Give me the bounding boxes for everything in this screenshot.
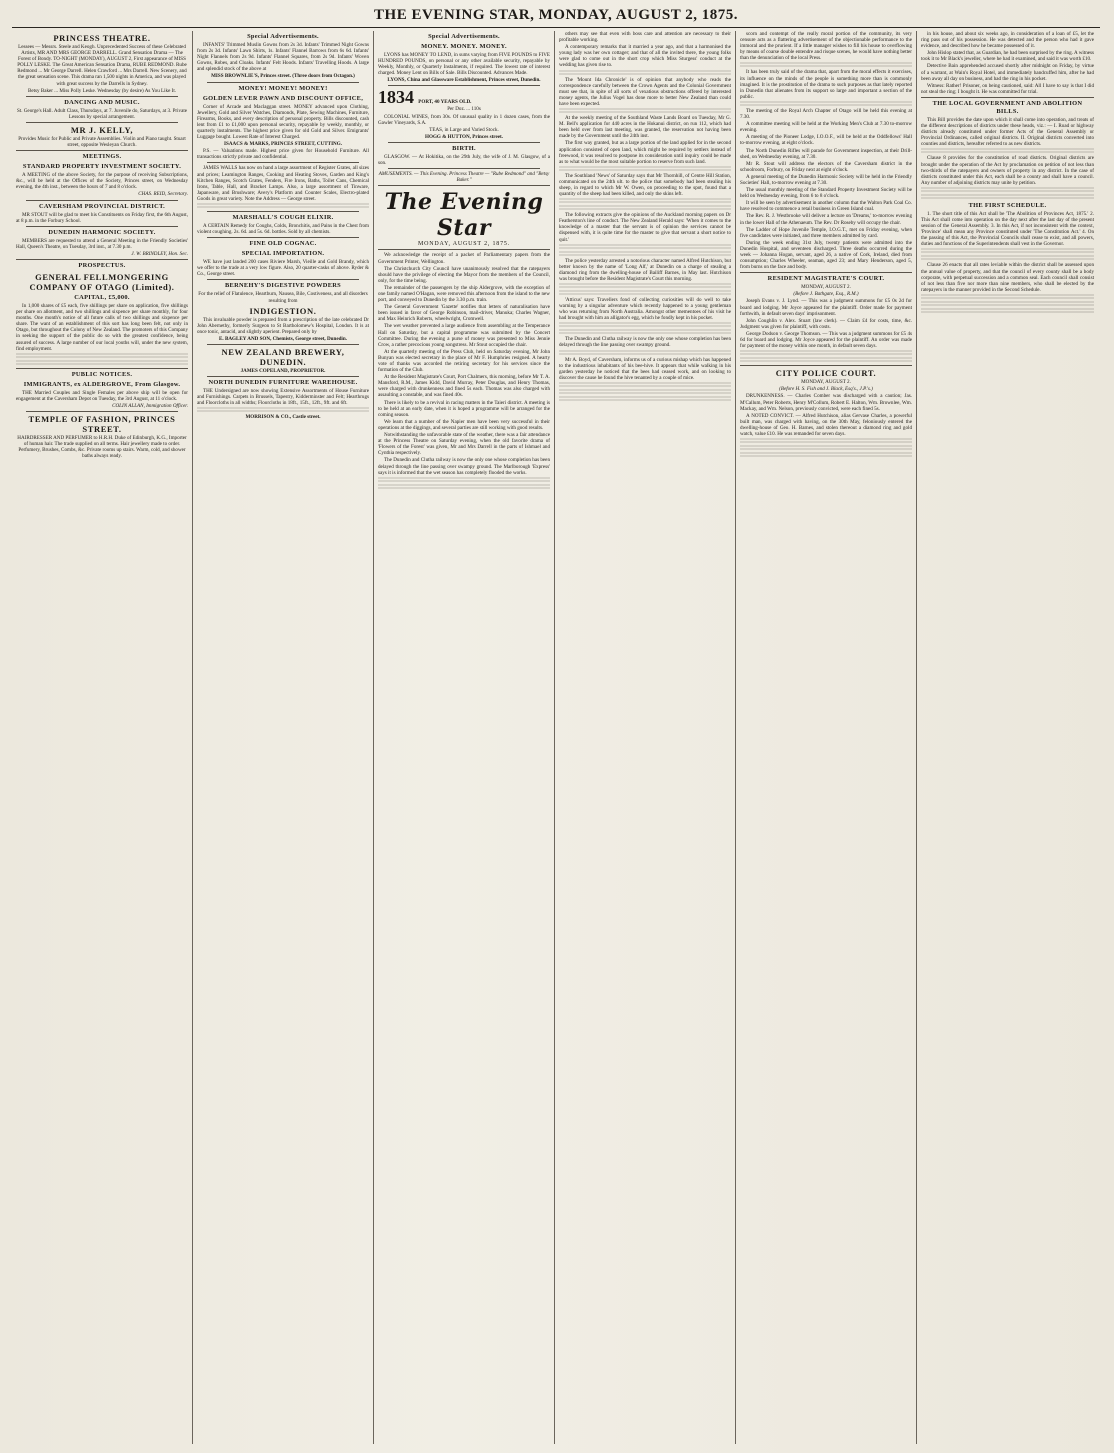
editorial-paragraph: At the Resident Magistrate's Court, Port Chalmers, this morning, before Mr T. A. Mansford, R.M., James Kidd, David Murray, Peter Douglas, and Henry Thomas, were charged with drunkenness and fined 5s each. Thomas was also charged with assaulting a constable, and was fined 40s. <box>378 374 550 399</box>
divider <box>207 237 359 238</box>
teas-line: TEAS, in Large and Varied Stock. <box>429 126 499 133</box>
divider <box>388 142 540 143</box>
text-block <box>559 329 731 335</box>
public-notices-heading: PUBLIC NOTICES. <box>71 370 133 378</box>
divider <box>207 279 359 280</box>
editorial-paragraph: The General Government 'Gazette' notifies that letters of naturalisation have been issued in favor of George Robinson, mail-driver, Manuka; Charles Wagner, and Max Heinrich Roberts, wheelwright, Cromwell. <box>378 304 550 323</box>
golden-lever-ps: P.S. — Valuations made. Highest price given for Household Furniture. All transactions strictly private and confidential. <box>197 148 369 161</box>
lyons-body: LYONS has MONEY TO LEND, in sums varying from FIVE POUNDS to FIVE HUNDRED POUNDS, on personal or any other available security, repayable by Weekly, Monthly, or Quarterly Instalments, if required. The lowest rate of interest charged. Money Lent on Bills of Sale. Bills Discounted. Advances Made. <box>378 52 550 77</box>
court-case: Joseph Evans v. J. Lynd. — This was a judgment summons for £5 0s 2d for board and lodging. Mr Joyce appeared for the plaintiff. Order made for payment forthwith, in default seven days' imprisonment. <box>740 298 912 317</box>
text-block <box>559 70 731 76</box>
amusements-line: AMUSEMENTS. — This Evening. Princess Theatre — "Rube Redmond" and "Betsy Baker." <box>378 171 550 184</box>
text-block <box>197 203 369 209</box>
text-block <box>559 389 731 395</box>
divider <box>207 211 359 212</box>
news-paragraph: The North Dunedin Rifles will parade for Government inspection, at their Drill-shed, on Wednesday evening, at 7.30. <box>740 147 912 160</box>
money-ad-heading: MONEY! MONEY! MONEY! <box>238 84 328 92</box>
immigrants-heading: IMMIGRANTS, ex ALDERGROVE, From Glasgow. <box>23 380 181 388</box>
text-block <box>559 290 731 296</box>
text-block <box>921 294 1094 300</box>
port-wine-ad <box>378 88 550 106</box>
divider <box>16 368 188 369</box>
brewery-proprietor: JAMES COPELAND, PROPRIETOR. <box>240 368 326 374</box>
indigestion-heading: INDIGESTION. <box>249 305 317 316</box>
divider <box>207 82 359 83</box>
immigrants-body: THE Married Couples and Single Females per above ship will be open for engagement at the Caversham Depot on Tuesday, the 3rd August, at 11 o'clock. <box>16 389 188 402</box>
editorial-paragraph: We learn that a number of the Napier men have been very successful in their operations at the diggings, and several parties are still working with good results. <box>378 418 550 431</box>
divider <box>740 365 912 366</box>
cognac-body: WE have just landed 200 cases Riviere Marsh, Vieille and Gold Brandy, which we offer to the trade at a very low figure. Also, 20 quarter-casks of above. Ryder & Co., George street. <box>197 259 369 278</box>
divider <box>378 249 550 250</box>
news-paragraph: others may see that even with boss care and attention are necessary to their profitable working. <box>559 31 731 44</box>
news-paragraph: It has been truly said of the drama that, apart from the moral effects it exercises, its influence on the minds of the people is something more than is commonly imagined. It is the prostitution of the drama to such purposes as that lately reported in Dunedin that alienates from its support so large and important a section of the public. <box>740 69 912 100</box>
local-government-more: Clause 26 enacts that all rates leviable within the district shall be assessed upon the annual value of property, and that the council of every county shall be a body corporate, with perpetual succession and a common seal. Each council shall consist of not less than five nor more than nine members, who shall be elected by the ratepayers in the manner provided in the Second Schedule. <box>921 262 1094 293</box>
digestive-powders-body: For the relief of Flatulence, Heartburn, Nausea, Bile, Costiveness, and all disorders resulting from <box>198 291 368 304</box>
news-paragraph: John Hislop stated that, as Guardian, he had been surprised by the ring. A witness took it to Mr Black's jeweller, where he had it examined, and said it was worth £10. <box>921 50 1094 63</box>
schedule-list: 1. The short title of this Act shall be 'The Abolition of Provinces Act, 1875.' 2. This Act shall come into operation on the day next after the last day of the present session of the General Assembly. 3. In this Act, if not inconsistent with the context, 'Province' shall mean any Province constituted under 'The Constitution Act.' 4. On the passing of this Act, the Provincial Councils shall cease to exist, and all powers, duties and functions of the Superintendents shall vest in the Governor. <box>921 210 1094 248</box>
news-paragraph: The Dunedin and Clutha railway is now the only one whose completion has been delayed through the line passing over swampy ground. <box>559 336 731 349</box>
text-block <box>559 283 731 289</box>
cough-elixir-body: A CERTAIN Remedy for Coughs, Colds, Bronchitis, and Pains in the Chest from violent coughing. 2s. 6d. and 5s. 6d. bottles. Sold by all chemists. <box>197 222 369 236</box>
news-paragraph: Mr R. Stout will address the electors of the Caversham district in the schoolroom, Forbury, on Friday next at eight o'clock. <box>740 160 912 173</box>
meetings-heading: MEETINGS. <box>82 153 122 161</box>
news-paragraph: The following extracts give the opinions of the Auckland morning papers on Dr Featherston's line of conduct. The New Zealand Herald says: 'When it comes to the knowledge of a master that the servant is of opinion the services cannot be dispensed with, it is quite time for the master to give that servant a short notice to quit.' <box>559 212 731 243</box>
text-block <box>559 396 731 402</box>
text-block <box>559 108 731 114</box>
meeting-3-heading: DUNEDIN HARMONIC SOCIETY. <box>48 228 156 236</box>
news-paragraph: At the weekly meeting of the Southland Waste Lands Board on Tuesday, Mr G. M. Bell's application for 440 acres in the Hokanui district, on run 112, which had been held over from last meeting, was granted, the reservation not having been made by the Government until the 24th inst. <box>559 115 731 140</box>
text-block <box>559 244 731 250</box>
column-4 <box>555 31 736 1444</box>
court-case: George Dodson v. George Thomson. — This was a judgment summons for £5 4s 6d for board and lodging. Mr Joyce appeared for the plaintiff. An order was made for payment of the money within one month, in default seven days. <box>740 330 912 350</box>
prospectus-heading: PROSPECTUS. <box>78 261 126 269</box>
editorial-paragraph: There is likely to be a revival in racing matters in the Taieri district. A meeting is to be held at an early date, when it is hoped a programme will be arranged for the coming season. <box>378 399 550 418</box>
news-paragraph: It will be seen by advertisement in another column that the Walton Park Coal Co. have resolved to commence a retail business in Green Island coal. <box>740 200 912 213</box>
divider <box>26 96 178 97</box>
text-block <box>921 187 1094 193</box>
port-wine-heading: PORT, 40 YEARS OLD. <box>418 99 472 106</box>
local-government-heading: THE LOCAL GOVERNMENT AND ABOLITION BILLS. <box>932 99 1083 115</box>
divider <box>207 344 359 345</box>
police-court-date: MONDAY, AUGUST 2. <box>801 379 851 386</box>
text-block <box>921 255 1094 261</box>
column-6 <box>917 31 1098 1444</box>
masthead: THE EVENING STAR, MONDAY, AUGUST 2, 1875. <box>12 6 1100 28</box>
divider <box>26 200 178 201</box>
cough-elixir-heading: MARSHALL'S COUGH ELIXIR. <box>232 213 334 221</box>
hogg-hutton-signature: HOGG & HUTTON, Princes street. <box>425 133 503 140</box>
text-block <box>740 452 912 458</box>
divider <box>378 185 550 186</box>
divider <box>921 97 1094 98</box>
divider <box>388 85 540 86</box>
police-case: DRUNKENNESS. — Charles Comber was discharged with a caution; Jas. M'Callum, Peter Roberts, Henry M'Collum, Robert E. Halton, Wm. Brownlee, Wm. Mackay, and Wm. Nelson, previously convicted, were each fined 5s. <box>740 393 912 412</box>
columns <box>12 31 1100 1444</box>
digestive-powders-body-2: This invaluable powder is prepared from a prescription of the late celebrated Dr John Abernethy, formerly Surgeon to St Bartholomew's Hospital, London. It is at once tonic, antacid, and slightly aperient. Prepared only by <box>197 316 369 335</box>
meeting-1-body: A MEETING of the above Society, for the purpose of receiving Subscriptions, &c., will be held at the Offices of the Society, Princes street, on Wednesday evening, the 4th inst., between the hours of 7 and 8 o'clock. <box>16 172 188 191</box>
news-paragraph: A meeting of the Pioneer Lodge, I.O.O.F., will be held at the Oddfellows' Hall to-morrow evening, at eight o'clock. <box>740 134 912 147</box>
golden-lever-body: Corner of Arcade and Maclaggan street. MONEY advanced upon Clothing, Jewellery, Gold and Silver Watches, Diamonds, Plate, Sewing Machines, Furniture, Firearms, Books, and every description of personal property. Bills discounted, cash lent from £1 to £1,000 upon personal security, repayable by weekly, monthly, or quarterly instalments. The highest price given for old Gold and Silver. Emigrants' Luggage bought. Lowest Rate of Interest Charged. <box>197 103 369 141</box>
port-wine-year: 1834 <box>378 87 414 108</box>
news-paragraph: Detective Bain apprehended accused shortly after midnight on Friday, by virtue of a warrant, at Wain's Royal Hotel, and immediately handcuffed him, after he had been away all day on business, and had the ring in his pocket. <box>921 63 1094 82</box>
prospectus-company: GENERAL FELLMONGERING COMPANY OF OTAGO (Limited). <box>29 271 175 292</box>
prospectus-capital: CAPITAL, £5,000. <box>74 293 130 301</box>
police-case: A NOTED CONVICT. — Alfred Hutchison, alias Gervase Charles, a powerful built man, was charged with having, on the 30th May, feloniously entered the dwelling-house of Geo. H. Barnes, and stolen thereout a diamond ring and gold watch, value £10. He was remanded for seven days. <box>740 412 912 437</box>
walls-ad-body: JAMES WALLS has now on hand a large assortment of Register Grates, all sizes and prices; Leamington Ranges, Cooking and Heating Stoves, Garden and King's Kitchen Ranges, Scotch Grates, Fenders, Fire Irons, Baths, Toilet Cans, Chemical Irons, Table, Hall, and Bracket Lamps. Also, a large assortment of Tinware, Japanware, and Brushware; Avery's Platform and Counter Scales, Electro-plated Goods in great variety. Note the Address — George street. <box>197 165 369 202</box>
birth-notice: GLASGOW. — At Hokitika, on the 29th July, the wife of J. M. Glasgow, of a son. <box>378 153 550 167</box>
column-5 <box>736 31 917 1444</box>
kelly-ad-heading: MR J. KELLY, <box>70 124 134 135</box>
news-paragraph: A general meeting of the Dunedin Harmonic Society will be held in the Friendly Societies' Hall, to-morrow evening at 7.30. <box>740 173 912 186</box>
editorial-paragraph: At the quarterly meeting of the Press Club, held on Saturday evening, Mr John Bunyan was elected secretary in the place of Mr F. Humphries resigned. A hearty vote of thanks was accorded the retiring secretary for his services since the formation of the Club. <box>378 348 550 374</box>
newspaper-nameplate: The Evening Star <box>384 189 544 242</box>
text-block <box>16 360 188 366</box>
theatre-ad-body: Lessees — Messrs. Steele and Keogh. Unprecedented Success of these Celebrated Artists, MR AND MRS GEORGE DARRELL. Grand Sensation Drama — The Forest of Bondy. TO-NIGHT (MONDAY), AUGUST 2, First appearance of MISS POLLY LESKE. The Great American Sensation Drama, RUBE REDMOND. Rube Redmond ... Mr George Darrell. Helen Crawford ... Mrs Darrell. New Scenery, and the great sensation scene. This drama ran 1,500 nights in America, and was played with great success by the Darrells in Sydney. <box>17 44 187 87</box>
editorial-paragraph: The Christchurch City Council have unanimously resolved that the ratepayers should have the privilege of electing the Mayor from the members of the Council, only, for the time being. <box>378 265 550 284</box>
news-paragraph: Mr A. Boyd, of Caversham, informs us of a curious mishap which has happened to the industrious inhabitants of his bee-hive. It appears that while walking in his garden yesterday he noticed that the bees had ceased work, and on looking to discover the cause he found the hive tenanted by a couple of mice. <box>559 356 731 381</box>
text-block <box>197 407 369 413</box>
local-government-intro: This Bill provides the date upon which it shall come into operation, and treats of the different descriptions of districts under these heads, viz.: — I. Road or highway districts already constituted under former Acts of the General Assembly or Provincial Ordinances, called original districts. II. Original districts converted into counties and districts, hereafter referred to as new districts. <box>921 116 1094 148</box>
news-paragraph: The usual monthly meeting of the Standard Property Investment Society will be held on Wednesday evening, from 6 to 8 o'clock. <box>740 187 912 200</box>
column-2 <box>193 31 374 1444</box>
birth-heading: BIRTH. <box>452 144 476 152</box>
dancing-ad-heading: DANCING AND MUSIC. <box>64 98 140 106</box>
issue-dateline: MONDAY, AUGUST 2, 1875. <box>418 241 510 248</box>
magistrate-court-date: MONDAY, AUGUST 2. <box>801 284 851 291</box>
text-block <box>16 353 188 359</box>
editorial-paragraph: We acknowledge the receipt of a packet of Parliamentary papers from the Government Printer, Wellington. <box>378 252 550 265</box>
infants-ad-body: INFANTS' Trimmed Muslin Gowns from 2s 3d. Infants' Trimmed Night Gowns from 2s 3d. Infants' Lawn Shirts, 1s. Infants' Flannel Barrows from 6s 6d. Infants' Night Flannels from 2s 9d. Infants' Flannel Squares, from 2s 9d. Infants' Woven Gowns, Robes, and Cloaks. Infants' Felt Hoods. Infants' Travelling Hoods. A large and splendid stock of the above at <box>197 42 369 73</box>
text-block <box>559 205 731 211</box>
text-block <box>740 350 912 356</box>
lyons-signature: LYONS, China and Glassware Establishment, Princes street, Dunedin. <box>387 77 541 84</box>
news-paragraph: The Ladder of Hope Juvenile Temple, I.O.G.T., met on Friday evening, when five candidates were initiated, and three members admitted by card. <box>740 226 912 239</box>
news-paragraph: A contemporary remarks that it married a year ago, and that a harmonised the young lady was her own cottager; and that of all the invited there, the young folks were glad to come out in the short crop which Miss Sturgess' conduct at the wedding has given rise to. <box>559 44 731 69</box>
editorial-paragraph: Notwithstanding the unfavorable state of the weather, there was a fair attendance at the Princess Theatre on Saturday evening, when the old favorite drama of 'Flowers of the Forest' was given, Mr and Mrs Darrell in the parts of Ishmael and Cynthia respectively. <box>378 432 550 457</box>
news-paragraph: The first way granted, but as a large portion of the land applied for in the second application consisted of open land, which might be required by settlers instead of freewood, it was resolved to postpone its consideration until inquiry could be made as to what would be the most suitable portion to reserve from such land. <box>559 140 731 165</box>
text-block <box>740 445 912 451</box>
text-block <box>559 251 731 257</box>
cognac-subheading: SPECIAL IMPORTATION. <box>241 250 325 258</box>
text-block <box>921 248 1094 254</box>
meeting-1-heading: STANDARD PROPERTY INVESTMENT SOCIETY. <box>22 163 182 171</box>
police-court-heading: CITY POLICE COURT. <box>775 368 877 379</box>
news-paragraph: A committee meeting will be held at the Working Men's Club at 7.30 to-morrow evening. <box>740 121 912 134</box>
divider <box>26 411 178 412</box>
meeting-3-body: MEMBERS are requested to attend a General Meeting in the Friendly Societies' Hall, Queen's Theatre, on Tuesday, 3rd inst., at 7.30 p.m. <box>16 237 188 250</box>
text-block <box>559 322 731 328</box>
text-block <box>378 477 550 483</box>
brewery-heading: NEW ZEALAND BREWERY, DUNEDIN. <box>221 347 345 367</box>
text-block <box>740 101 912 107</box>
text-block <box>740 62 912 68</box>
divider <box>16 259 188 260</box>
divider <box>207 376 359 377</box>
infants-ad-signature: MISS BROWNLIE'S, Princes street. (Three doors from Octagon.) <box>211 73 355 80</box>
editorial-paragraph: The remainder of the passengers by the ship Aldergrove, with the exception of one family named O'Hagan, were removed this afternoon from the island to the new port, and conveyed to Dunedin by the 3.30 p.m. train. <box>378 284 550 304</box>
text-block <box>921 148 1094 154</box>
immigrants-signature: COLIN ALLAN, Immigration Officer. <box>112 402 188 409</box>
news-paragraph: During the week ending 31st July, twenty patients were admitted into the Dunedin Hospital, and seventeen discharged. Three deaths occurred during the week — Johanna Hogan, servant, aged 26, a native of Cork, Ireland, died from consumption; Charles Wheeler, seaman, aged 23; and Mary Henderson, aged 5, from burns on the face and body. <box>740 239 912 271</box>
meeting-3-signature: J. W. BRINDLEY, Hon. Sec. <box>131 250 188 257</box>
lyons-heading: MONEY. MONEY. MONEY. <box>421 43 507 50</box>
text-block <box>740 438 912 444</box>
text-block <box>559 382 731 388</box>
divider <box>388 168 540 169</box>
editorial-paragraph: The Dunedin and Clutha railway is now the only one whose completion has been delayed through the line passing over swampy ground. The Marlborough 'Express' says it is informed that the wet season has completely flooded the works. <box>378 457 550 476</box>
temple-fashion-heading: TEMPLE OF FASHION, PRINCES STREET. <box>28 414 176 434</box>
news-paragraph: The Rev. R. J. Westbrooke will deliver a lecture on 'Dreams,' to-morrow evening in the lower Hall of the Athenaeum. The Rev. Dr Roseby will occupy the chair. <box>740 213 912 226</box>
cognac-heading: FINE OLD COGNAC. <box>249 240 317 248</box>
text-block <box>921 194 1094 200</box>
digestive-powders-signature: E. BAGLEY AND SON, Chemists, George street, Dunedin. <box>219 335 347 342</box>
divider <box>26 122 178 123</box>
magistrate-court-bench: (Before J. Bathgate, Esq., R.M.) <box>793 291 859 298</box>
magistrate-court-heading: RESIDENT MAGISTRATE'S COURT. <box>767 275 885 283</box>
text-block <box>559 350 731 356</box>
theatre-ad-close: Betsy Baker ... Miss Polly Leske. Wednesday (by desire) As You Like It. <box>27 87 177 94</box>
temple-fashion-body: HAIRDRESSER AND PERFUMER to H.R.H. Duke of Edinburgh, K.G., Importer of human hair. The trade supplied on all terms. Hair jewellery made to order. Perfumery, Brushes, Combs, &c. Private rooms up stairs. Warm, cold, and shower baths always ready. <box>17 435 187 460</box>
kelly-ad-body: Provides Music for Public and Private Assemblies. Violin and Piano taught. Stuart street, opposite Wesleyan Church. <box>18 135 186 149</box>
digestive-powders-heading: BERNEHY'S DIGESTIVE POWDERS <box>224 282 342 290</box>
text-block <box>921 308 1094 314</box>
local-government-body: Clause 8 provides for the constitution of road districts. Original districts are brought under the operation of the Act by proclamation on petition of not less than two-thirds of the ratepayers and owners of property in any district. In the case of districts constituted under this Act, each shall be a county and shall have a council. Any number of adjoining districts may unite by petition. <box>921 155 1094 186</box>
news-paragraph: Witness: Rather! Prisoner, on being cautioned, said: All I have to say is that I did not steal the ring; I bought it. He was committed for trial. <box>921 82 1094 95</box>
news-paragraph: The meeting of the Royal Arch Chapter of Otago will be held this evening at 7.30. <box>740 107 912 121</box>
golden-lever-signature: ISAACS & MARKS, PRINCES STREET, CUTTING. <box>224 141 342 148</box>
text-block <box>559 166 731 172</box>
news-paragraph: in his house, and about six weeks ago, in consideration of a loan of £5, let the ring pass out of his possession. He was detected and the person who had it gave evidence, and described how he became possessed of it. <box>921 31 1094 50</box>
golden-lever-heading: GOLDEN LEVER PAWN AND DISCOUNT OFFICE, <box>202 94 364 102</box>
news-paragraph: The police yesterday arrested a notorious character named Alfred Hutchison, but better known by the name of 'Long Alf,' at Dunedin on a charge of stealing a diamond ring from the dwelling-house of Bailiff Barnes, in May last. Hutchison was brought before the Resident Magistrate's Court this morning. <box>559 257 731 282</box>
divider <box>740 272 912 273</box>
furniture-signature: MORRISON & CO., Castle street. <box>245 414 321 421</box>
editorial-paragraph: The wet weather prevented a large audience from assembling at the Temperance Hall on Saturday, but a capital programme was submitted by the Concert Committee. During the evening a purse of money was presented to Miss Jennie Crow, a rather precocious young songstress. Mr Stout occupied the chair. <box>378 323 550 348</box>
police-court-bench: (Before H. S. Fish and J. Black, Esq's., J.P.'s.) <box>779 386 873 393</box>
column-3 <box>374 31 555 1444</box>
furniture-heading: NORTH DUNEDIN FURNITURE WAREHOUSE. <box>208 379 358 387</box>
divider <box>26 226 178 227</box>
prospectus-body: In 1,000 shares of £5 each, five shillings per share on application, five shillings per share on allotment, and two shillings and sixpence per share monthly, for four months. One month's notice of all future calls of two shillings and sixpence per share. The want of an establishment of this sort has long been felt, not only in Otago, but throughout the Colony of New Zealand. The promoters of this Company in seeking the support of the public do so with the greatest confidence, being assured of success. A large number of our local youths will, under the new system, find employment. <box>16 302 188 352</box>
special-ads-heading-2: Special Advertisements. <box>428 33 500 40</box>
news-paragraph: The Southland 'News' of Saturday says that Mr Thornhill, of Centre Hill Station, communicated on the 24th ult. to the police that somebody had been stealing his sheep, in regard to which Mr W. Owen, on proceeding to the spot, found that a quantity of the sheep had been killed, and only the skins left. <box>559 172 731 198</box>
text-block <box>740 357 912 363</box>
text-block <box>378 484 550 490</box>
theatre-ad-heading: PRINCESS THEATRE. <box>53 33 151 43</box>
text-block <box>921 301 1094 307</box>
divider <box>16 150 188 151</box>
news-paragraph: 'Atticus' says: Travellers fond of collecting curiosities will do well to take warning by a singular adventure which recently happened to a young gentleman who was returning from North Australia. Amongst other mementoes of his visit he had brought with him an alligator's egg, which he fondly kept in his pocket. <box>559 297 731 322</box>
schedule-heading: THE FIRST SCHEDULE. <box>968 201 1047 209</box>
meeting-2-heading: CAVERSHAM PROVINCIAL DISTRICT. <box>38 202 166 210</box>
text-block <box>559 198 731 204</box>
column-1 <box>12 31 193 1444</box>
special-ads-heading: Special Advertisements. <box>247 33 319 40</box>
divider <box>207 162 359 163</box>
news-paragraph: scorn and contempt of the really moral portion of the community, its very censure acts as a flattering advertisement of the objectionable performance to the immoral and the prurient. If a little manager wishes to fill his house to overflowing by means of coarse double entendre and risque scenes, he would have nothing better than the denunciation of the local Press. <box>740 31 912 62</box>
court-case: John Coughlin v. Alex. Stuart (law clerk). — Claim £4 for costs, time, &c. Judgment was given for plaintiff, with costs. <box>740 317 912 330</box>
meeting-1-signature: CHAS. REID, Secretary. <box>138 191 188 198</box>
port-wine-price: Per Doz. ... 110s <box>447 106 481 113</box>
dancing-ad-body: St. George's Hall. Adult Class, Thursdays, at 7. Juvenile do, Saturdays, at 3. Private Lessons by special arrangement. <box>16 107 188 120</box>
meeting-2-body: MR STOUT will be glad to meet his Constituents on Friday first, the 6th August, at 8 p.m. in the Forbury School. <box>16 211 188 224</box>
news-paragraph: The 'Mount Ida Chronicle' is of opinion that anybody who reads the correspondence carefully between the Crown Agents and the Colonial Government must see that, in spite of all sorts of vexatious obstructions offered by interested money agents, the Julius Vogel has done more to better New Zealand than could have been expected. <box>559 76 731 107</box>
furniture-body: THE Undersigned are now showing Extensive Assortments of House Furniture and Furnishings. Carpets in Brussels, Tapestry, Kidderminster and Felt; Hearthrugs and Floorcloths in all widths; Floorcloths in 18ft., 15ft., 12ft., 9ft. and 6ft. <box>197 388 369 407</box>
port-wine-body: COLONIAL WINES, from 30s. Of unusual quality in 1 dozen cases, from the Gawler Vineyards, S.A. <box>378 113 550 126</box>
